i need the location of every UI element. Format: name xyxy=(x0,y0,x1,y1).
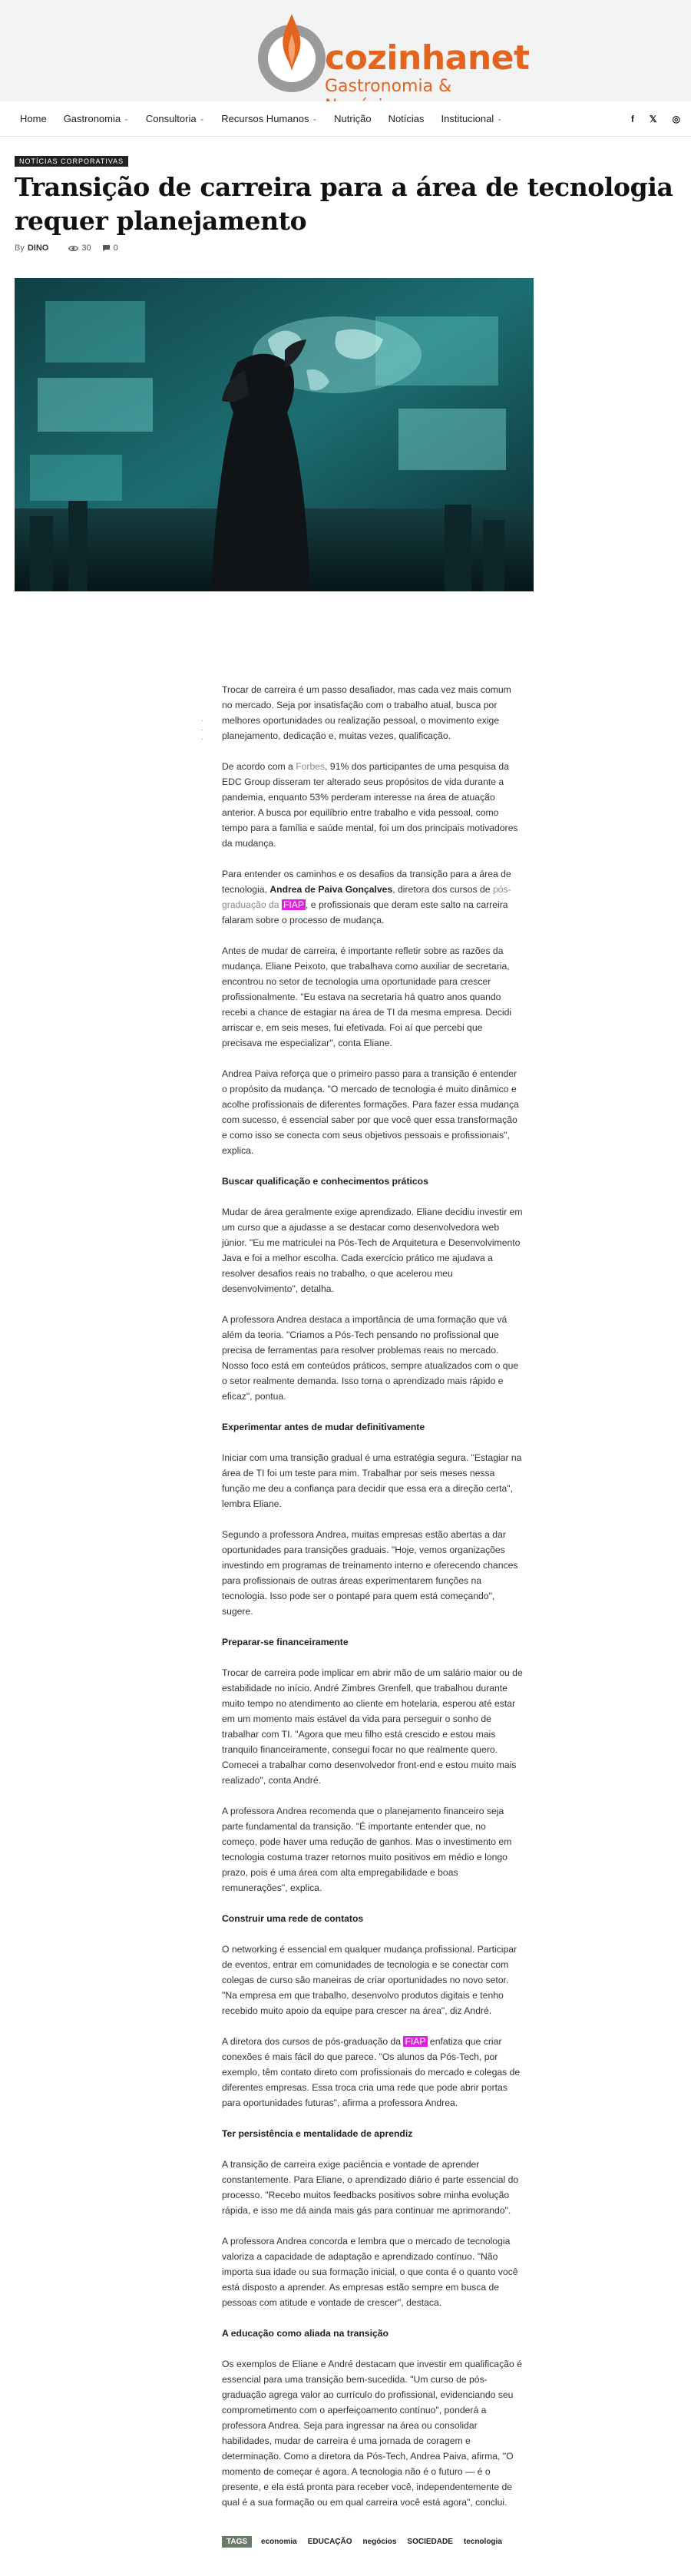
share-rail[interactable]: · · · xyxy=(201,717,203,743)
paragraph: O networking é essencial em qualquer mudança profissional. Participar de eventos, entrar em comunidades de tecnologia e se conectar com colegas de curso são maneiras de criar oportunidades no novo setor. "Na empresa em que trabalho, desenvolvo produtos digitais e tenho recebido muito apoio da equipe para crescer na área", diz André. xyxy=(222,1944,517,2016)
paragraph: Segundo a professora Andrea, muitas empresas estão abertas a dar oportunidades para transições graduais. "Hoje, vemos organizações investindo em programas de treinamento interno e oferecendo chances para profissionais de outras áreas experimentarem funções na tecnologia. Isso pode ser o pontapé para quem está começando", sugere. xyxy=(222,1529,518,1617)
paragraph: Antes de mudar de carreira, é importante refletir sobre as razões da mudança. Eliane Peixoto, que trabalhava como auxiliar de secretaria, encontrou no setor de tecnologia uma oportunidade para crescer profissionalmente. "Eu estava na secretaria há quatro anos quando recebi a chance de estagiar na área de TI da mesma empresa. Decidi arriscar e, em seis meses, fui efetivada. Foi aí que percebi que precisava me especializar", conta Eliane. xyxy=(222,945,512,1048)
text: , 91% dos participantes de uma pesquisa da EDC Group disseram ter alterado seus propósitos de vida durante a pandemia, enquanto 53% perderam interesse na área de atuação anterior. A busca por equilíbrio entre trabalho e vida pessoal, como tempo para a família e saúde mental, foi um dos principais motivadores da mudança. xyxy=(222,761,518,849)
site-header xyxy=(0,0,691,101)
post-tags xyxy=(222,2536,513,2548)
comment-icon xyxy=(102,244,111,252)
main-nav xyxy=(0,101,691,137)
section-heading: Experimentar antes de mudar definitivamente xyxy=(222,1422,425,1432)
paragraph xyxy=(222,866,523,928)
paragraph: A professora Andrea recomenda que o planejamento financeiro seja parte fundamental da transição. "É importante entender que, no começo, pode haver uma redução de ganhos. Mas o investimento em tecnologia costuma trazer retornos muito positivos em médio e longo prazo, pois é uma área com alta empregabilidade e boas remunerações", explica. xyxy=(222,1806,512,1893)
paragraph: A professora Andrea concorda e lembra que o mercado de tecnologia valoriza a capacidade de adaptação e aprendizado contínuo. "Não importa sua idade ou sua formação inicial, o que conta é o quanto você está disposto a aprender. As empresas estão sempre em busca de pessoas com atitude e vontade de crescer", destaca. xyxy=(222,2236,518,2308)
paragraph: Trocar de carreira pode implicar em abrir mão de um salário maior ou de estabilidade no início. André Zimbres Grenfell, que trabalhou durante muito tempo no atendimento ao cliente em hotelaria, esperou até estar em um momento mais estável da vida para perseguir o sonho de trabalhar com TI. "Agora que meu filho está crescido e estou mais tranquilo financeiramente, consegui focar no que realmente quero. Comecei a trabalhar como desenvolvedor front-end e estou muito mais realizado", conta André. xyxy=(222,1667,523,1786)
paragraph xyxy=(222,759,523,851)
section-heading: Preparar-se financeiramente xyxy=(222,1637,349,1647)
nav-label: Recursos Humanos xyxy=(221,113,309,124)
paragraph: Andrea Paiva reforça que o primeiro passo para a transição é entender o propósito da mudança. "O mercado de tecnologia é muito dinâmico e acolhe profissionais de diferentes formações. Para fazer essa mudança com sucesso, é essencial saber por que você quer essa transformação e como isso se conecta com seus objetivos pessoais e profissionais", explica. xyxy=(222,1068,519,1156)
nav-label: Consultoria xyxy=(145,113,197,124)
x-twitter-icon[interactable]: 𝕏 xyxy=(649,114,657,124)
paragraph: A transição de carreira exige paciência e vontade de aprender constantemente. Para Eliane, o aprendizado diário é parte essencial do processo. "Recebo muitos feedbacks positivos sobre minha evolução rápida, e isso me dá ainda mais gás para continuar me aprimorando". xyxy=(222,2159,519,2216)
paragraph xyxy=(222,2034,523,2111)
site-logo[interactable] xyxy=(256,11,530,96)
section-heading: Ter persistência e mentalidade de aprendiz xyxy=(222,2128,413,2139)
nav-item-institucional[interactable] xyxy=(441,113,502,124)
comments-value: 0 xyxy=(113,243,118,253)
nav-label: Nutrição xyxy=(334,113,372,124)
section-heading: A educação como aliada na transição xyxy=(222,2328,388,2339)
post-meta xyxy=(15,243,129,253)
text: Para entender os caminhos e os desafios da transição para a área de tecnologia, xyxy=(222,869,511,895)
nav-item-recursos-humanos[interactable] xyxy=(221,113,317,124)
fiap-highlight[interactable]: FIAP xyxy=(283,899,305,910)
comments-count[interactable] xyxy=(102,243,118,253)
site-name: cozinhanet xyxy=(325,38,530,78)
featured-image xyxy=(15,278,534,591)
forbes-link[interactable]: Forbes xyxy=(296,761,326,772)
paragraph: Os exemplos de Eliane e André destacam que investir em qualificação é essencial para uma transição bem-sucedida. "Um curso de pós-graduação agrega valor ao currículo do profissional, evidenciando seu comprometimento com o aperfeiçoamento contínuo", ponderá a professora Andrea. Seja para ingressar na área ou consolidar habilidades, mudar de carreira é uma jornada de coragem e determinação. Como a diretora da Pós-Tech, Andrea Paiva, afirma, "O momento de começar é agora. A tecnologia não é o futuro — é o presente, e ela está pronta para receber você, independentemente de qual é a sua formação ou em qual carreira você está agora", conclui. xyxy=(222,2359,522,2508)
text: A diretora dos cursos de pós-graduação da xyxy=(222,2036,404,2047)
paragraph: Mudar de área geralmente exige aprendizado. Eliane decidiu investir em um curso que a ajudasse a se destacar como desenvolvedora web júnior. "Eu me matriculei na Pós-Tech de Arquitetura e Desenvolvimento Java e foi a melhor escolha. Cada exercício prático me ajudava a resolver desafios reais no trabalho, o que acelerou meu desenvolvimento", detalha. xyxy=(222,1207,523,1294)
nav-label: Institucional xyxy=(441,113,494,124)
eye-icon xyxy=(68,245,78,252)
tag-link[interactable]: tecnologia xyxy=(463,2538,502,2546)
logo-flame-icon xyxy=(256,11,336,94)
tags-label: TAGS xyxy=(222,2536,252,2548)
post-title: Transição de carreira para a área de tecnologia requer planejamento xyxy=(15,172,673,236)
views-count xyxy=(68,243,91,253)
text: De acordo com a xyxy=(222,761,296,772)
section-heading: Buscar qualificação e conhecimentos práticos xyxy=(222,1176,428,1187)
section-heading: Construir uma rede de contatos xyxy=(222,1913,364,1924)
paragraph: Trocar de carreira é um passo desafiador, mas cada vez mais comum no mercado. Seja por insatisfação com o trabalho atual, busca por melhores oportunidades ou realização pessoal, o movimento exige planejamento, dedicação e, muitas vezes, qualificação. xyxy=(222,684,511,741)
tag-link[interactable]: EDUCAÇÃO xyxy=(307,2538,352,2546)
pos-graduacao-link[interactable]: pós-graduação da xyxy=(222,884,511,910)
site-tagline: Gastronomia & xyxy=(325,77,452,96)
social-links xyxy=(616,101,680,137)
paragraph: A professora Andrea destaca a importância de uma formação que vá além da teoria. "Criamos a Pós-Tech pensando no profissional que precisa de ferramentas para resolver problemas reais no mercado. Nosso foco está em conteúdos práticos, sempre atualizados com o que o setor realmente demanda. Isso torna o aprendizado mais rápido e eficaz", pontua. xyxy=(222,1314,519,1402)
paragraph: Iniciar com uma transição gradual é uma estratégia segura. "Estagiar na área de TI foi um teste para mim. Trabalhar por seis meses nessa função me deu a confiança para decidir que essa era a direção certa", lembra Eliane. xyxy=(222,1452,522,1509)
tag-link[interactable]: SOCIEDADE xyxy=(407,2538,453,2546)
nav-label: Notícias xyxy=(388,113,425,124)
nav-item-home[interactable] xyxy=(20,113,47,124)
instagram-icon[interactable]: ◎ xyxy=(672,114,680,124)
nav-label: Gastronomia xyxy=(63,113,121,124)
nav-label: Home xyxy=(20,113,47,124)
nav-item-nutricao[interactable] xyxy=(334,113,371,124)
article-content xyxy=(222,682,523,2525)
fiap-highlight[interactable]: FIAP xyxy=(405,2036,426,2047)
facebook-icon[interactable]: f xyxy=(630,114,634,124)
nav-item-consultoria[interactable] xyxy=(146,113,204,124)
nav-item-noticias[interactable] xyxy=(388,113,425,124)
nav-item-gastronomia[interactable] xyxy=(64,113,129,124)
by-label: By xyxy=(15,243,25,253)
chevron-down-icon: ⌄ xyxy=(312,115,318,122)
tag-link[interactable]: negócios xyxy=(362,2538,397,2546)
chevron-down-icon: ⌄ xyxy=(497,115,502,122)
text: , e profissionais que deram este salto na carreira falaram sobre o processo de mudança. xyxy=(222,899,508,925)
views-value: 30 xyxy=(81,243,91,253)
chevron-down-icon: ⌄ xyxy=(199,115,205,122)
text: enfatiza que criar conexões é mais fácil do que parece. "Os alunos da Pós-Tech, por exemplo, têm contato direto com profissionais do mercado e colegas de diferentes empresas. Essa troca cria uma rede que pode abrir portas para oportunidades futuras", afirma a professora Andrea. xyxy=(222,2036,521,2108)
text: , diretora dos cursos de xyxy=(392,884,493,895)
tag-link[interactable]: economia xyxy=(261,2538,297,2546)
author-link[interactable]: DINO xyxy=(27,243,49,253)
chevron-down-icon: ⌄ xyxy=(124,115,129,122)
category-badge[interactable]: NOTÍCIAS CORPORATIVAS xyxy=(15,156,128,167)
bold-name: Andrea de Paiva Gonçalves xyxy=(269,884,393,895)
